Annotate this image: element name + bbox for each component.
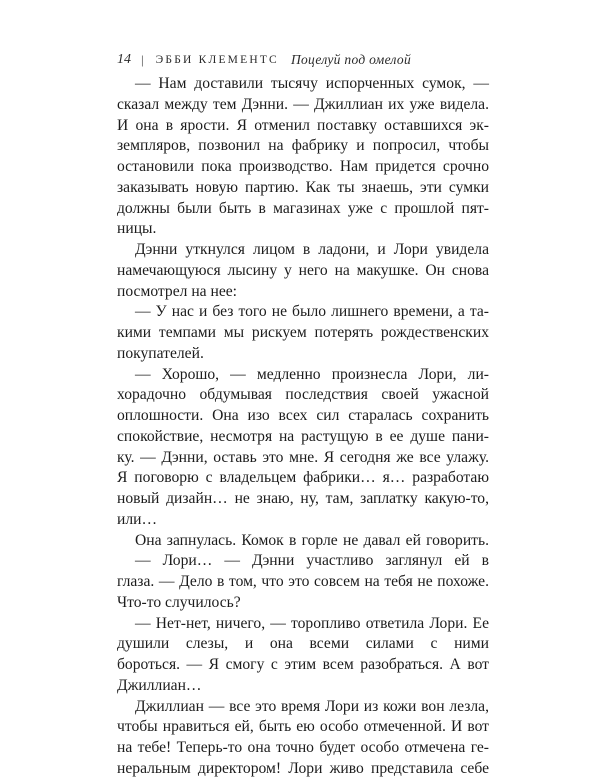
header-separator: | (141, 52, 144, 67)
text-line: кими темпами мы рискуем потерять рождественских (117, 324, 489, 341)
text-line: ку. — Дэнни, оставь это мне. Я сегодня же все улажу. (117, 448, 489, 466)
text-line: чтобы нравиться ей, быть ею особо отмеченной. И вот (117, 718, 489, 736)
body-text (117, 74, 489, 780)
text-line: ницы. (117, 220, 157, 238)
text-line: посмотрел на нее: (117, 282, 237, 300)
text-line: Джиллиан — все это время Лори из кожи вон лезла, (135, 697, 489, 715)
text-line: новый дизайн… не знаю, ну, там, заплатку какую-то, (117, 490, 489, 507)
text-line: Дэнни уткнулся лицом в ладони, и Лори увидела (135, 241, 489, 258)
text-line: Я поговорю с владельцем фабрики… я… разработаю (117, 469, 489, 487)
text-line: Она запнулась. Комок в горле не давал ей говорить. (135, 531, 489, 549)
text-line: заказывать новую партию. Как ты знаешь, эти сумки (117, 178, 489, 196)
running-head (117, 50, 497, 70)
text-line: И она в ярости. Я отменил поставку оставшихся эк- (117, 116, 489, 134)
text-line: Джиллиан… (117, 676, 202, 694)
book-title: Поцелуй под омелой (290, 52, 411, 67)
text-line: намечающуюся лысину у него на макушке. Он снова (117, 261, 489, 279)
text-line: сказал между тем Дэнни. — Джиллиан их уже видела. (117, 95, 489, 113)
text-line: неральным директором! Лори живо представила себе (117, 759, 489, 777)
text-line: — У нас и без того не было лишнего времени, а та- (135, 303, 489, 321)
text-line: остановили пока производство. Нам придется срочно (117, 158, 489, 175)
text-line: — Нам доставили тысячу испорченных сумок, — (135, 75, 489, 92)
author-name: ЭББИ КЛЕМЕНТС (155, 54, 279, 66)
text-line: душили слезы, и она всеми силами с ними (117, 635, 489, 653)
text-line: — Лори… — Дэнни участливо заглянул ей в (135, 552, 489, 570)
text-line: покупателей. (117, 344, 204, 362)
text-line: Что-то случилось? (117, 593, 241, 611)
text-line: на тебе! Теперь-то она точно будет особо отмечена ге- (117, 739, 489, 756)
text-line: — Хорошо, — медленно произнесла Лори, ли- (135, 365, 489, 383)
text-line: оплошности. Она изо всех сил старалась сохранить (117, 407, 489, 424)
text-line: земпляров, позвонил на фабрику и попросил, чтобы (117, 137, 489, 155)
text-line: спокойствие, несмотря на растущую в ее душе пани- (117, 427, 489, 445)
text-line: или… (117, 510, 158, 528)
text-line: бороться. — Я смогу с этим всем разобраться. А вот (117, 656, 489, 673)
text-line: глаза. — Дело в том, что это совсем на тебя не похоже. (117, 573, 489, 590)
text-line: должны были быть в магазинах уже с прошлой пят- (117, 199, 489, 217)
text-line: — Нет-нет, ничего, — торопливо ответила Лори. Ее (135, 614, 489, 632)
page-number: 14 (117, 52, 131, 67)
text-line: хорадочно обдумывая последствия своей ужасной (117, 386, 489, 404)
